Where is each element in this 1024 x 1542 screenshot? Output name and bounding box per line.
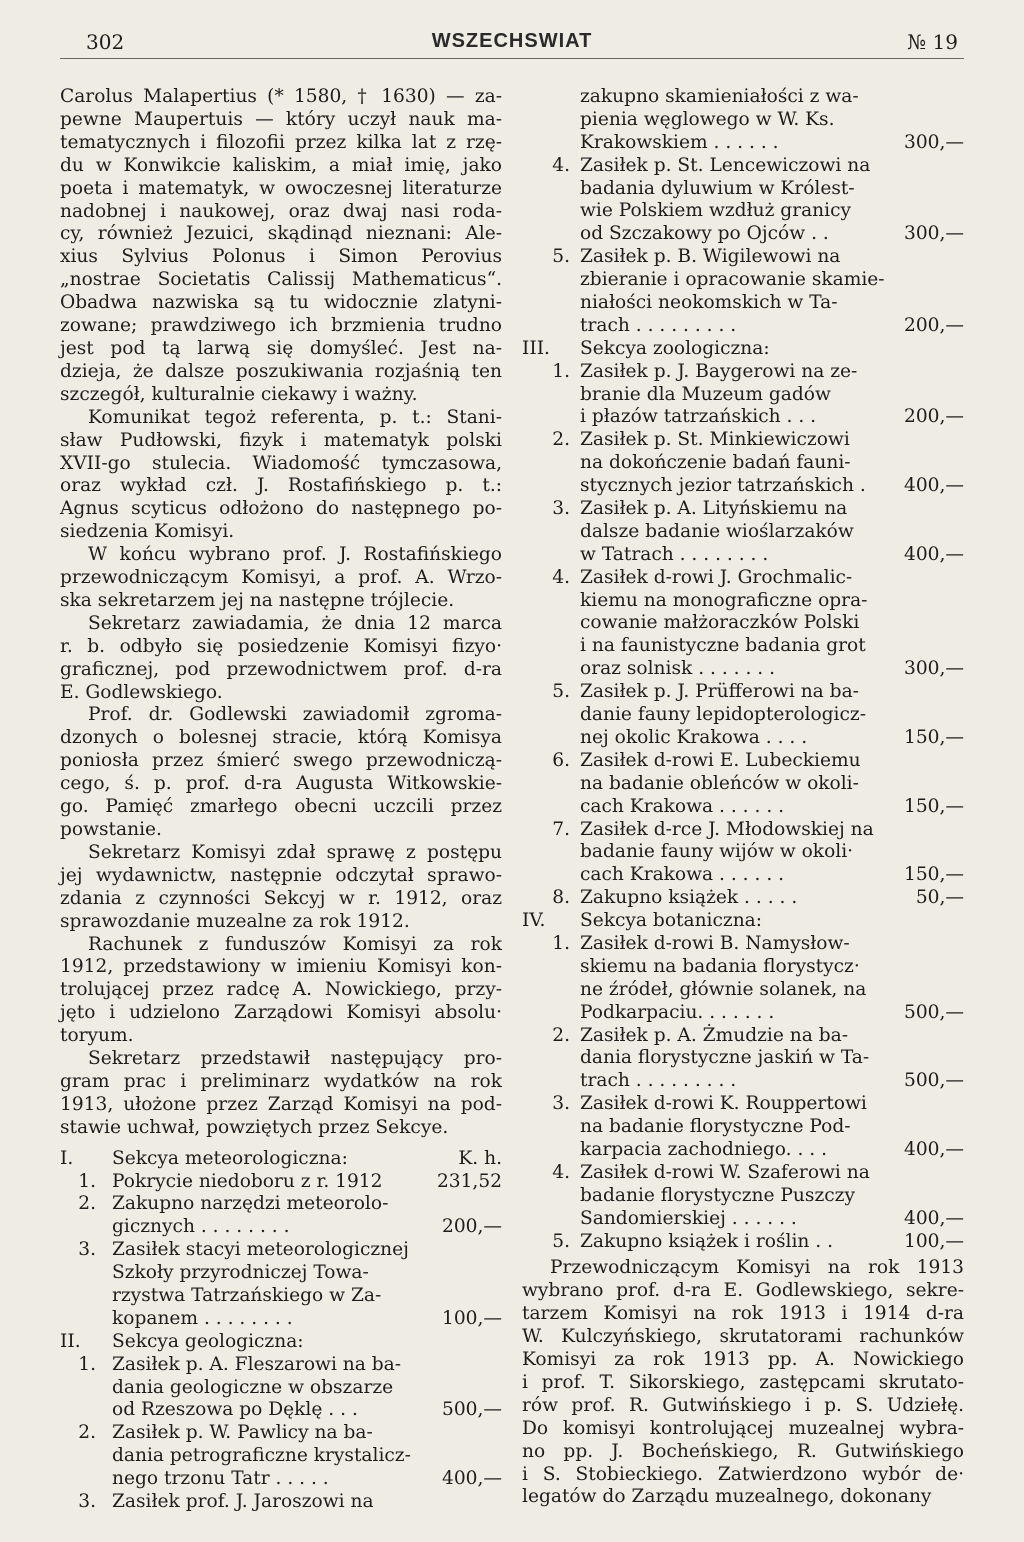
line-text: Sekcya geologiczna: [112,1330,304,1352]
text-line: E. Godlewskiego. [60,681,223,703]
text-line: dzonych o bolesnej stracie, którą Komisya [60,727,502,749]
item-number: 2. [78,1422,96,1444]
text-line: tarzem Komisyi na rok 1913 i 1914 d-ra [522,1303,964,1325]
line-text: Krakowskiem . . . . . . [580,131,779,153]
line-text: Zasiłek p. St. Minkiewiczowi [580,429,850,451]
header-rule [60,58,964,59]
budget-item-line [522,521,964,544]
line-text: trach . . . . . . . . . [580,314,737,336]
line-text: wie Polskiem wzdłuż granicy [580,200,852,222]
budget-item-line [522,658,964,681]
line-text: kiemu na monograficzne opra- [580,589,868,611]
section-heading [60,1148,502,1171]
text-line: dzieja, że dalsze poszukiwania rozjaśnią ten [60,360,502,382]
budget-item-line [522,979,964,1002]
line-text: Szkoły przyrodniczej Towa- [112,1262,369,1284]
line-text: Zasiłek stacyi meteorologicznej [112,1239,409,1261]
text-line: graficznej, pod przewodnictwem prof. d-ra [60,658,502,680]
budget-item-line [522,292,964,315]
right-column [522,86,964,1509]
budget-item-line [522,429,964,452]
budget-amount: 100,— [904,1230,964,1252]
section-heading [60,1331,502,1354]
line-text: Zasiłek d-rowi E. Lubeckiemu [580,749,861,771]
text-line: du w Konwikcie kaliskim, a miał imię, jako [60,154,502,176]
line-text: od Szczakowy po Ojców . . [580,223,829,245]
item-number: 2. [552,1024,570,1046]
budget-item-line [60,1239,502,1262]
budget-amount: 400,— [904,1138,964,1160]
item-number: 4. [552,1161,570,1183]
text-line: nadobnej i naukowej, oraz dwaj nasi roda- [60,200,502,222]
line-text: cach Krakowa . . . . . . [580,864,785,886]
budget-item-line [522,384,964,407]
item-number: 5. [552,1230,570,1252]
line-text: kopanem . . . . . . . . [112,1307,293,1329]
line-text: zbieranie i opracowanie skamie- [580,269,885,291]
line-text: karpacia zachodniego. . . . [580,1138,828,1160]
line-text: Zasiłek p. B. Wigilewowi na [580,246,841,268]
budget-item-line [522,178,964,201]
budget-item-line [522,612,964,635]
text-line: poniosła przez śmierć swego przewodniczą- [60,750,502,772]
line-text: Zasiłek p. St. Lencewiczowi na [580,154,871,176]
text-line: przewodniczącym Komisyi, a prof. A. Wrzo- [60,567,502,589]
budget-item-line [60,1399,502,1422]
budget-item-line [522,475,964,498]
section-heading [522,910,964,933]
text-line: tematycznych i filozofii przez kilka lat z rzę- [60,131,502,153]
text-line: zdania z czynności Sekcyj w r. 1912, oraz [60,887,502,909]
line-text: oraz solnisk . . . . . . . [580,658,776,680]
line-text: i na faunistyczne badania grot [580,635,866,657]
budget-item-line [522,361,964,384]
paragraph [60,86,502,407]
line-text: cowanie małżoraczków Polski [580,612,860,634]
budget-item-line [522,635,964,658]
paragraph [60,704,502,841]
text-line: Obadwa nazwiska są tu widocznie zlatyni- [60,292,502,314]
text-line: XVII-go stulecia. Wiadomość tymczasowa, [60,452,502,474]
item-number: 3. [78,1239,96,1261]
text-line: i prof. T. Sikorskiego, zastępcami skrutato- [522,1371,964,1393]
budget-item-line [522,704,964,727]
section-roman: I. [60,1147,74,1169]
line-text: Sekcya meteorologiczna: [112,1147,348,1169]
paragraph [60,1048,502,1140]
budget-item-line [60,1377,502,1400]
budget-item-line [60,1422,502,1445]
line-text: Zasiłek p. A. Fleszarowi na ba- [112,1353,402,1375]
issue-number: № 19 [907,30,958,54]
text-line: siedzenia Komisyi. [60,521,235,543]
section-heading [522,338,964,361]
budget-item-line [60,1445,502,1468]
line-text: Sekcya botaniczna: [580,910,763,932]
line-text: branie dla Muzeum gadów [580,383,831,405]
budget-item-line [522,269,964,292]
budget-amount: 500,— [904,1070,964,1092]
line-text: gicznych . . . . . . . . [112,1216,290,1238]
paragraph [60,842,502,934]
line-text: i płazów tatrzańskich . . . [580,406,817,428]
item-number: 8. [552,887,570,909]
budget-item-line [522,1070,964,1093]
budget-item-line [522,544,964,567]
budget-item-line [522,315,964,338]
text-line: powstanie. [60,819,162,840]
line-text: od Rzeszowa po Dęklę . . . [112,1399,358,1421]
text-line: wybrano prof. d-ra E. Godlewskiego, sekre- [522,1280,964,1302]
budget-item-line [522,155,964,178]
line-text: Zasiłek d-rowi W. Szaferowi na [580,1161,870,1183]
text-line: stawie uchwał, powziętych przez Sekcye. [60,1116,449,1138]
item-number: 1. [78,1353,96,1375]
text-line: Sekretarz zawiadamia, że dnia 12 marca [88,612,502,634]
section-roman: II. [60,1330,81,1352]
budget-item-line [522,1002,964,1025]
budget-amount: 400,— [442,1468,502,1490]
budget-amount: 231,52 [436,1170,502,1192]
text-line: jej wydawnictw, następnie odczytał sprawo- [60,864,502,886]
item-number: 4. [552,566,570,588]
line-text: nego trzonu Tatr . . . . . [112,1468,329,1490]
budget-amount: 150,— [904,726,964,748]
line-text: Zasiłek p. W. Pawlicy na ba- [112,1422,373,1444]
budget-amount: 150,— [904,864,964,886]
line-text: w Tatrach . . . . . . . . [580,543,769,565]
line-text: nej okolic Krakowa . . . . [580,726,808,748]
text-line: no pp. J. Bocheńskiego, R. Gutwińskiego [522,1440,964,1462]
budget-item-line [522,1025,964,1048]
paragraph [60,544,502,613]
budget-amount: 400,— [904,543,964,565]
text-line: W. Kulczyńskiego, skrutatorami rachunków [522,1326,964,1348]
budget-item-line [60,1468,502,1491]
budget-item-line [522,86,964,109]
item-number: 2. [78,1193,96,1215]
text-line: rów prof. R. Gutwińskiego i p. S. Udziełę. [522,1394,964,1416]
line-text: dania florystyczne jaskiń w Ta- [580,1047,870,1069]
text-line: Prof. dr. Godlewski zawiadomił zgroma- [88,704,502,726]
budget-amount: 200,— [904,314,964,336]
text-line: legatów do Zarządu muzealnego, dokonany [522,1486,932,1508]
text-line: sprawozdanie muzealne za rok 1912. [60,910,410,932]
line-text: Zakupno książek . . . . . [580,887,798,909]
item-number: 1. [552,360,570,382]
text-line: 1913, ułożone przez Zarząd Komisyi na pod- [60,1093,502,1115]
budget-amount: 50,— [915,887,964,909]
budget-item-line [522,132,964,155]
line-text: Podkarpaciu. . . . . . . [580,1001,775,1023]
section-roman: III. [522,337,550,359]
text-line: Agnus scyticus odłożono do następnego po- [60,498,502,520]
text-line: „nostrae Societatis Calissij Mathematicus“. [60,269,502,291]
budget-item-line [522,223,964,246]
line-text: Zasiłek p. A. Lityńskiemu na [580,498,848,520]
text-line: cy, również Jezuici, skądinąd nieznani: Ale- [60,223,502,245]
text-line: trolującej przez radcę A. Nowickiego, przy- [60,979,502,1001]
text-line: gram prac i preliminarz wydatków na rok [60,1070,502,1092]
line-text: rzystwa Tatrzańskiego w Za- [112,1285,382,1307]
budget-item-line [60,1491,502,1514]
left-column [60,86,502,1514]
budget-amount: 300,— [904,131,964,153]
budget-item-line [522,819,964,842]
budget-item-line [60,1308,502,1331]
line-text: niałości neokomskich w Ta- [580,292,838,314]
budget-item-line [522,841,964,864]
line-text: danie fauny lepidopterologicz- [580,704,866,726]
line-text: badanie fauny wijów w okoli· [580,841,854,863]
budget-amount: 100,— [442,1307,502,1329]
item-number: 3. [552,498,570,520]
line-text: na badanie florystyczne Pod- [580,1116,851,1138]
budget-amount: 500,— [442,1399,502,1421]
budget-item-line [522,1231,964,1254]
line-text: Zasiłek d-rowi K. Rouppertowi [580,1093,867,1115]
text-line: Komisyi za rok 1913 pp. A. Nowickiego [522,1349,964,1371]
text-line: szczegół, kulturalnie ciekawy i ważny. [60,383,418,405]
line-text: Sekcya zoologiczna: [580,337,770,359]
line-text: Zasiłek p. A. Żmudzie na ba- [580,1024,849,1046]
line-text: na badanie obleńców w okoli- [580,772,859,794]
budget-item-line [522,1185,964,1208]
budget-item-line [60,1193,502,1216]
budget-item-line [60,1171,502,1194]
line-text: na dokończenie badań fauni- [580,452,851,474]
item-number: 6. [552,749,570,771]
paragraph [60,407,502,544]
text-line: W końcu wybrano prof. J. Rostafińskiego [88,544,502,566]
text-line: Komunikat tegoż referenta, p. t.: Stani- [88,406,502,428]
budget-item-line [522,590,964,613]
text-line: Carolus Malapertius (* 1580, † 1630) — za- [60,86,502,107]
line-text: trach . . . . . . . . . [580,1070,737,1092]
text-line: 1912, przedstawiony w imieniu Komisyi kon- [60,956,502,978]
section-roman: IV. [522,910,546,932]
text-line: zowane; prawdziwego ich brzmienia trudno [60,315,502,337]
budget-amount: 200,— [442,1216,502,1238]
page-header [0,26,1024,62]
line-text: badanie florystyczne Puszczy [580,1184,855,1206]
text-line: jest pod tą larwą się domyśleć. Jest na- [60,337,502,359]
item-number: 2. [552,429,570,451]
text-line: go. Pamięć zmarłego obecni uczcili przez [60,796,502,818]
budget-item-line [522,200,964,223]
journal-title: WSZECHSWIAT [431,30,593,52]
budget-item-line [522,1208,964,1231]
line-text: Zasiłek d-rowi J. Grochmalic- [580,566,853,588]
item-number: 1. [552,932,570,954]
text-line: poeta i matematyk, w owoczesnej literaturze [60,177,502,199]
text-line: Sekretarz Komisyi zdał sprawę z postępu [88,841,502,863]
item-number: 4. [552,154,570,176]
budget-item-line [522,796,964,819]
item-number: 5. [552,246,570,268]
line-text: pienia węglowego w W. Ks. [580,108,835,130]
text-line: sław Pudłowski, fizyk i matematyk polski [60,429,502,451]
paragraph [60,613,502,705]
budget-amount: 150,— [904,795,964,817]
line-text: skiemu na badania florystycz· [580,955,860,977]
budget-item-line [522,567,964,590]
line-text: Zasiłek prof. J. Jaroszowi na [112,1491,374,1513]
budget-amount: 200,— [904,406,964,428]
text-line: pewne Maupertuis — który uczył nauk ma- [60,108,502,130]
budget-amount: 400,— [904,475,964,497]
paragraph [60,934,502,1049]
line-text: dania geologiczne w obszarze [112,1376,394,1398]
text-line: Przewodniczącym Komisyi na rok 1913 [550,1257,964,1279]
budget-item-line [60,1354,502,1377]
budget-item-line [522,1116,964,1139]
item-number: 5. [552,681,570,703]
line-text: dalsze badanie wioślarzaków [580,520,854,542]
text-line: toryum. [60,1025,134,1047]
text-line: Sekretarz przedstawił następujący pro- [88,1048,502,1070]
line-text: Zasiłek p. J. Prüfferowi na ba- [580,681,859,703]
budget-item-line [522,750,964,773]
budget-item-line [522,956,964,979]
line-text: dania petrograficzne krystalicz- [112,1445,411,1467]
item-number: 3. [78,1491,96,1513]
text-line: Do komisyi kontrolującej muzealnej wybra- [522,1417,964,1439]
text-line: jęto i udzielono Zarządowi Komisyi absolu· [60,1002,502,1024]
item-number: 7. [552,818,570,840]
line-text: Zasiłek d-rce J. Młodowskiej na [580,818,874,840]
budget-item-line [522,406,964,429]
line-text: zakupno skamieniałości z wa- [580,86,859,107]
text-line: xius Sylvius Polonus i Simon Perovius [60,246,502,268]
budget-item-line [522,452,964,475]
budget-item-line [60,1285,502,1308]
currency-unit: K. h. [458,1147,502,1169]
item-number: 1. [78,1170,96,1192]
page-number: 302 [86,30,125,54]
line-text: Zakupno narzędzi meteorolo- [112,1193,389,1215]
line-text: Zasiłek d-rowi B. Namysłow- [580,932,850,954]
budget-item-line [522,1162,964,1185]
budget-item-line [522,681,964,704]
budget-item-line [60,1262,502,1285]
budget-amount: 300,— [904,658,964,680]
item-number: 3. [552,1093,570,1115]
budget-amount: 400,— [904,1207,964,1229]
budget-item-line [522,1139,964,1162]
line-text: Zasiłek p. J. Baygerowi na ze- [580,360,858,382]
budget-item-line [522,933,964,956]
text-line: i S. Stobieckiego. Zatwierdzono wybór de· [522,1463,964,1485]
budget-item-line [522,887,964,910]
budget-item-line [522,727,964,750]
budget-item-line [60,1216,502,1239]
text-line: oraz wykład czł. J. Rostafińskiego p. t.: [60,475,502,497]
line-text: Sandomierskiej . . . . . . [580,1207,797,1229]
budget-amount: 300,— [904,223,964,245]
budget-item-line [522,246,964,269]
closing-paragraph [522,1257,964,1509]
line-text: badania dyluwium w Królest- [580,177,855,199]
text-line: ska sekretarzem jej na następne trójlecie. [60,589,455,611]
line-text: ne źródeł, głównie solanek, na [580,978,867,1000]
line-text: stycznych jezior tatrzańskich . [580,475,866,497]
budget-item-line [522,109,964,132]
budget-item-line [522,1047,964,1070]
budget-item-line [522,498,964,521]
budget-item-line [522,864,964,887]
budget-item-line [522,1093,964,1116]
line-text: Pokrycie niedoboru z r. 1912 [112,1170,383,1192]
budget-amount: 500,— [904,1001,964,1023]
text-line: cego, ś. p. prof. d-ra Augusta Witkowskie- [60,773,502,795]
line-text: Zakupno książek i roślin . . [580,1230,834,1252]
text-line: r. b. odbyło się posiedzenie Komisyi fizyo· [60,635,502,657]
budget-item-line [522,773,964,796]
text-line: Rachunek z funduszów Komisyi za rok [88,933,502,955]
line-text: cach Krakowa . . . . . . [580,795,785,817]
